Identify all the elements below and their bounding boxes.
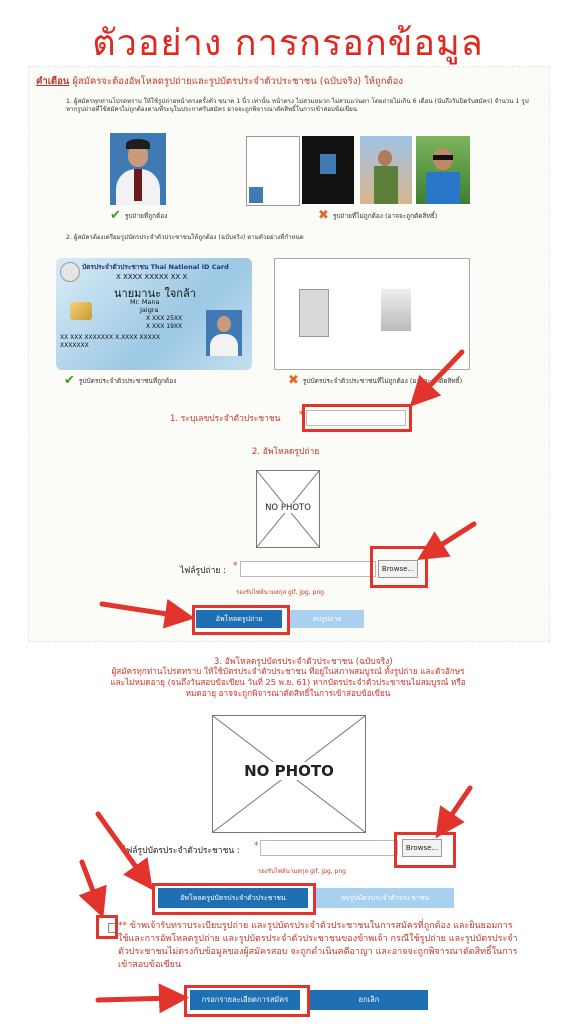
delete-idcard-button[interactable]: ลบรูปบัตรประจำตัวประชาชน [316, 888, 454, 908]
check-icon: ✔ [110, 208, 121, 223]
idcard-address: XX XXX XXXXXXX X.XXXX XXXXX [60, 334, 160, 341]
arrow-to-submit [98, 998, 174, 1000]
cancel-button[interactable]: ยกเลิก [310, 990, 428, 1010]
step2-label: 2. อัพโหลดรูปถ่าย [252, 447, 320, 457]
photo-file-types-hint: รองรับไฟล์นามสกุล gif, jpg, png [236, 589, 324, 596]
arrow-to-photo-browse [430, 524, 474, 552]
idcard-number: X XXXX XXXXX XX X [116, 273, 188, 281]
photo-browse-button[interactable]: Browse... [378, 560, 418, 578]
required-mark: * [254, 841, 259, 851]
nophoto-label: NO PHOTO [257, 503, 319, 513]
upload-idcard-button[interactable]: อัพโหลดรูปบัตรประจำตัวประชาชน [158, 888, 308, 908]
required-mark: * [233, 561, 238, 571]
idcard-en-first-name: Mr. Mana [130, 298, 160, 306]
page-title: ตัวอย่าง การกรอกข้อมูล [92, 23, 484, 64]
cross-icon: ✖ [318, 208, 329, 223]
arrow-to-id-input [420, 352, 462, 396]
cross-icon: ✖ [288, 373, 299, 388]
idcard-file-types-hint: รองรับไฟล์นามสกุล gif, jpg, png [258, 868, 346, 875]
check-icon: ✔ [64, 373, 75, 388]
step1-label: 1. ระบุเลขประจำตัวประชาชน [170, 414, 281, 424]
submit-application-button[interactable]: กรอกรายละเอียดการสมัคร [190, 990, 300, 1010]
arrow-to-idcard-browse [444, 788, 470, 826]
idcard-rules-note: 2. ผู้สมัครต้องเตรียมรูปบัตรประจำตัวประชาชนให้ถูกต้อง (ฉบับจริง) ตามตัวอย่างที่กำหนด [66, 234, 304, 241]
warning-label: คำเตือน [36, 76, 70, 87]
terms-text: ** ข้าพเจ้ารับทราบระเบียบรูปถ่าย และรูปบัตรประจำตัวประชาชนในการสมัครที่ถูกต้อง และยินยอมการใช้และการอัพโหลดรูปถ่าย และรูปบัตรประจำตัวประชาชนของข้าพเจ้า กรณีใช้รูปถ่าย และรูปบัตรประจำตัวประชาชนไม่ตรงกับข้อมูลของผู้สมัครสอบ จะถูกดำเนินคดีอาญา และอาจจะถูกพิจารณาตัดสิทธิ์ในการเข้าสอบข้อเขียน [118, 921, 518, 970]
idcard-title: บัตรประจำตัวประชาชน Thai National ID Card [82, 263, 229, 271]
id-bad-caption: รูปบัตรประจำตัวประชาชนที่ไม่ถูกต้อง (อาจจะถูกตัดสิทธิ์) [302, 376, 463, 385]
step3-label: 3. อัพโหลดรูปบัตรประจำตัวประชาชน (ฉบับจริง) [214, 657, 393, 667]
arrow-to-upload-photo [102, 604, 180, 616]
required-mark: * [299, 410, 304, 420]
warning-text: ผู้สมัครจะต้องอัพโหลดรูปถ่ายและรูปบัตรประจำตัวประชาชน (ฉบับจริง) ให้ถูกต้อง [69, 76, 403, 87]
idcard-en-last-name: Jaigra [140, 306, 159, 314]
idcard-dob: X XXX 25XX [146, 315, 183, 322]
idcard-browse-button[interactable]: Browse... [402, 839, 442, 857]
idcard-thai-name: นายมานะ ใจกล้า [114, 287, 196, 300]
photo-ok-caption: รูปถ่ายที่ถูกต้อง [124, 211, 168, 220]
idcard-dob-en: X XXX 19XX [146, 323, 183, 330]
id-ok-caption: รูปบัตรประจำตัวประชาชนที่ถูกต้อง [78, 376, 177, 385]
arrow-to-terms-checkbox [82, 862, 98, 904]
photo-file-label: ไฟล์รูปถ่าย : [180, 566, 226, 576]
id-file-label: ไฟล์รูปบัตรประจำตัวประชาชน : [122, 846, 240, 856]
step3-note: ผู้สมัครทุกท่านโปรดทราบ ให้ใช้บัตรประจำตัวประชาชน ที่อยู่ในสภาพสมบูรณ์ ทั้งรูปถ่าย และตัวอักษร และไม่หมดอายุ (จนถึงวันสอบข้อเขียน วันที่ 25 พ.ย. 61) หากบัตรประจำตัวประชาชนไม่สมบูรณ์ หรือหมดอายุ อาจจะถูกพิจารณาตัดสิทธิ์ในการเข้าสอบข้อเขียน [110, 666, 466, 698]
idcard-address-2: XXXXXXX [60, 342, 89, 349]
photo-rules-note: 1. ผู้สมัครทุกท่านโปรดทราบ ให้ใช้รูปถ่ายหน้าตรงครั้งตัว ขนาด 1 นิ้ว เท่านั้น หน้าตรง ไม่สวมหมวก ไม่สวมแว่นตา โดยถ่ายไม่เกิน 6 เดือน (นับถึงวันปิดรับสมัคร) จำนวน 1 รูป หากรูปถ่ายที่ใช้สมัครไม่ถูกต้องตามที่ระบุในประกาศรับสมัคร อาจจะถูกพิจารณาตัดสิทธิ์ในการเข้าสอบข้อเขียน [66, 98, 529, 113]
photo-bad-caption: รูปถ่ายที่ไม่ถูกต้อง (อาจจะถูกตัดสิทธิ์) [332, 211, 438, 220]
arrow-to-upload-idcard [98, 814, 144, 878]
upload-photo-button[interactable]: อัพโหลดรูปถ่าย [196, 610, 282, 628]
nophoto-label: NO PHOTO [213, 762, 365, 780]
delete-photo-button[interactable]: ลบรูปถ่าย [290, 610, 364, 628]
